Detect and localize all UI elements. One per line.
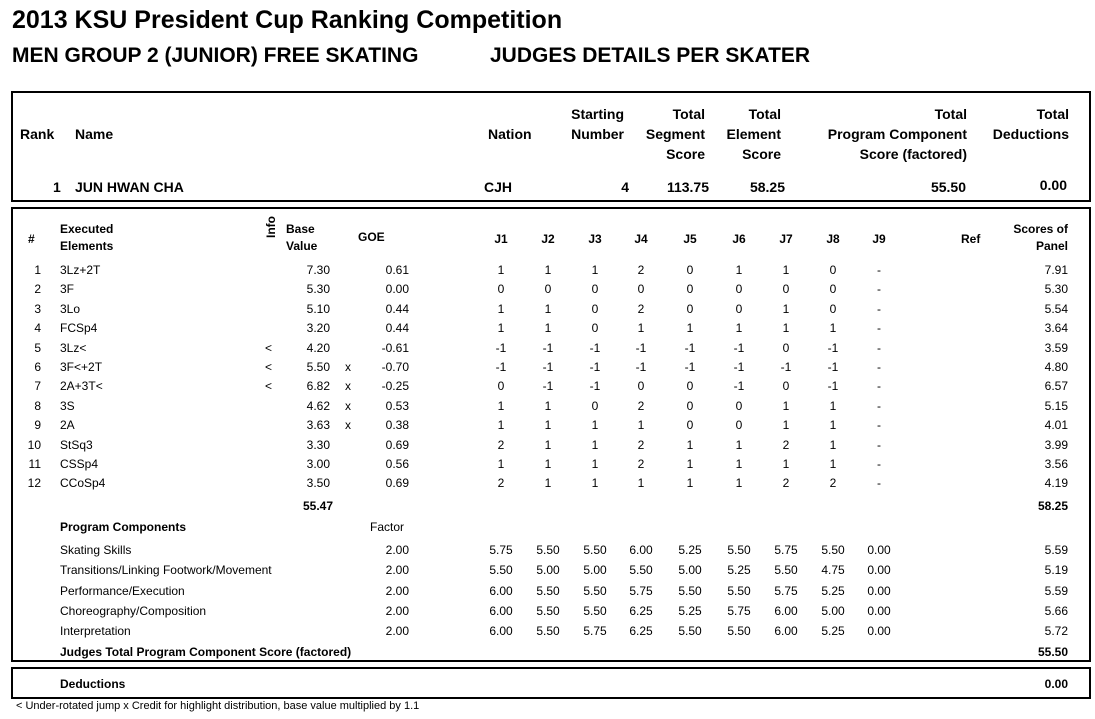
judge-component-score: 5.00 bbox=[678, 563, 702, 578]
component-name: Performance/Execution bbox=[60, 583, 185, 598]
judge-score: 2 bbox=[637, 263, 645, 277]
judge-score: 1 bbox=[497, 263, 505, 277]
judge-score: 1 bbox=[544, 321, 552, 336]
starting-number-header: Starting Number bbox=[571, 106, 624, 142]
component-row bbox=[13, 563, 1089, 579]
judge-score: - bbox=[877, 340, 881, 355]
judge-component-score: 5.50 bbox=[727, 583, 751, 598]
element-row bbox=[13, 321, 1089, 337]
judge-component-score: 0.00 bbox=[867, 603, 891, 618]
judge-score: 1 bbox=[735, 437, 743, 452]
element-panel-score: 4.80 bbox=[1044, 360, 1068, 374]
judge-score: - bbox=[877, 321, 881, 336]
element-number: 2 bbox=[34, 282, 41, 297]
judge-component-score: 5.75 bbox=[583, 624, 607, 639]
element-panel-score: 5.30 bbox=[1044, 282, 1068, 297]
judge-component-score: 0.00 bbox=[867, 543, 891, 557]
judge-component-score: 6.00 bbox=[774, 603, 798, 618]
element-panel-score: 4.01 bbox=[1044, 418, 1068, 433]
judge-header: J4 bbox=[634, 232, 648, 246]
element-row bbox=[13, 476, 1089, 492]
judge-score: 1 bbox=[829, 398, 837, 413]
judge-score: 2 bbox=[637, 301, 645, 316]
judge-component-score: 5.50 bbox=[583, 543, 607, 557]
judge-score: 1 bbox=[686, 457, 694, 471]
judge-score: 0 bbox=[829, 301, 837, 316]
panel-score-header: Scores of Panel bbox=[1013, 222, 1068, 253]
component-panel-score: 5.19 bbox=[1044, 563, 1068, 578]
judge-component-score: 0.00 bbox=[867, 624, 891, 639]
judge-score: 0 bbox=[686, 263, 694, 277]
element-panel-score: 3.56 bbox=[1044, 457, 1068, 471]
element-name: 3F<+2T bbox=[60, 360, 103, 374]
judge-score: -1 bbox=[684, 340, 696, 355]
judge-component-score: 5.50 bbox=[536, 543, 560, 557]
judge-score: - bbox=[877, 398, 881, 413]
element-bonus-flag: x bbox=[345, 418, 351, 433]
judge-score: 0 bbox=[591, 321, 599, 336]
executed-elements-header: Executed Elements bbox=[60, 222, 114, 253]
page-title: 2013 KSU President Cup Ranking Competition bbox=[12, 6, 563, 34]
judge-score: 1 bbox=[782, 263, 790, 277]
judge-score: 0 bbox=[637, 282, 645, 297]
element-row bbox=[13, 282, 1089, 298]
judge-score: 2 bbox=[637, 437, 645, 452]
judge-score: 1 bbox=[497, 457, 505, 471]
element-goe: 0.56 bbox=[385, 457, 409, 471]
element-number: 4 bbox=[34, 321, 41, 336]
judge-score: 1 bbox=[497, 398, 505, 413]
element-goe: 0.69 bbox=[385, 437, 409, 452]
element-goe: -0.70 bbox=[381, 360, 409, 374]
element-row bbox=[13, 360, 1089, 376]
judge-score: 0 bbox=[686, 379, 694, 394]
skater-pcs: 55.50 bbox=[930, 179, 966, 195]
skater-summary-box bbox=[11, 91, 1091, 202]
element-number: 9 bbox=[34, 418, 41, 433]
judge-score: 1 bbox=[686, 476, 694, 491]
judge-component-score: 5.25 bbox=[821, 624, 845, 639]
element-name: CSSp4 bbox=[60, 457, 99, 471]
judge-score: -1 bbox=[542, 360, 554, 374]
judge-score: 0 bbox=[637, 379, 645, 394]
judge-score: 0 bbox=[829, 263, 837, 277]
judge-score: 0 bbox=[591, 398, 599, 413]
judge-score: 1 bbox=[637, 418, 645, 433]
judge-component-score: 5.75 bbox=[774, 543, 798, 557]
judge-score: - bbox=[877, 418, 881, 433]
judge-component-score: 5.25 bbox=[727, 563, 751, 578]
component-panel-score: 5.66 bbox=[1044, 603, 1068, 618]
element-row bbox=[13, 457, 1089, 473]
judge-score: 2 bbox=[829, 476, 837, 491]
element-row bbox=[13, 302, 1089, 318]
element-base-value: 3.50 bbox=[306, 476, 330, 491]
component-factor: 2.00 bbox=[385, 563, 409, 578]
goe-header: GOE bbox=[358, 230, 385, 244]
element-number: 6 bbox=[34, 360, 41, 374]
judge-component-score: 5.50 bbox=[489, 563, 513, 578]
component-panel-score: 5.59 bbox=[1044, 543, 1068, 557]
pcs-header: Total Program Component Score (factored) bbox=[827, 106, 967, 162]
judge-score: 1 bbox=[735, 321, 743, 336]
deductions-label: Deductions bbox=[60, 677, 126, 691]
judge-score: 1 bbox=[591, 263, 599, 277]
judge-score: -1 bbox=[589, 379, 601, 394]
judge-score: -1 bbox=[733, 379, 745, 394]
judge-score: 1 bbox=[544, 437, 552, 452]
judge-component-score: 5.50 bbox=[678, 624, 702, 639]
judge-score: 2 bbox=[782, 476, 790, 491]
element-name: 3Lz< bbox=[60, 340, 87, 355]
judge-score: -1 bbox=[733, 360, 745, 374]
component-name: Transitions/Linking Footwork/Movement bbox=[60, 563, 272, 578]
skater-deductions: 0.00 bbox=[1039, 177, 1067, 193]
judge-component-score: 5.25 bbox=[678, 603, 702, 618]
total-elements-panel: 58.25 bbox=[1037, 499, 1068, 513]
judge-score: 0 bbox=[497, 282, 505, 297]
judge-header: J3 bbox=[588, 232, 602, 246]
judge-score: -1 bbox=[684, 360, 696, 374]
judge-component-score: 4.75 bbox=[821, 563, 845, 578]
event-subtitle: MEN GROUP 2 (JUNIOR) FREE SKATING bbox=[12, 44, 419, 67]
judge-score: -1 bbox=[827, 360, 839, 374]
judge-score: 1 bbox=[782, 457, 790, 471]
judge-header: J9 bbox=[872, 232, 886, 246]
element-goe: 0.38 bbox=[385, 418, 409, 433]
element-number: 7 bbox=[34, 379, 41, 394]
element-panel-score: 5.54 bbox=[1044, 301, 1068, 316]
judge-score: -1 bbox=[827, 379, 839, 394]
skater-tes: 58.25 bbox=[749, 179, 785, 195]
judge-score: -1 bbox=[733, 340, 745, 355]
judge-score: 0 bbox=[686, 301, 694, 316]
judge-score: -1 bbox=[495, 360, 507, 374]
judge-score: 1 bbox=[686, 321, 694, 336]
component-panel-score: 5.59 bbox=[1044, 583, 1068, 598]
judge-component-score: 5.50 bbox=[678, 583, 702, 598]
element-num-header: # bbox=[28, 232, 35, 246]
element-name: 3S bbox=[60, 398, 75, 413]
pcs-total-label: Judges Total Program Component Score (factored) bbox=[60, 645, 352, 659]
component-factor: 2.00 bbox=[385, 624, 409, 639]
skater-rank: 1 bbox=[53, 179, 61, 195]
deductions-header: Total Deductions bbox=[992, 106, 1069, 142]
judge-score: 1 bbox=[544, 457, 552, 471]
element-name: 3Lo bbox=[60, 301, 81, 316]
judge-score: 1 bbox=[544, 263, 552, 277]
judge-component-score: 5.75 bbox=[629, 583, 653, 598]
element-name: 2A bbox=[60, 418, 75, 433]
judge-component-score: 5.50 bbox=[727, 624, 751, 639]
judge-score: 2 bbox=[782, 437, 790, 452]
judge-component-score: 5.00 bbox=[536, 563, 560, 578]
judge-component-score: 5.25 bbox=[821, 583, 845, 598]
report-subtitle: JUDGES DETAILS PER SKATER bbox=[490, 44, 811, 67]
judge-score: 0 bbox=[591, 301, 599, 316]
element-bonus-flag: x bbox=[345, 360, 351, 374]
judge-score: 0 bbox=[782, 340, 790, 355]
ref-header: Ref bbox=[961, 232, 981, 246]
judge-component-score: 6.00 bbox=[774, 624, 798, 639]
judge-component-score: 5.50 bbox=[583, 583, 607, 598]
judge-header: J1 bbox=[494, 232, 508, 246]
judge-component-score: 5.50 bbox=[536, 583, 560, 598]
skater-nation: CJH bbox=[484, 179, 513, 195]
judge-component-score: 6.00 bbox=[489, 603, 513, 618]
element-base-value: 5.10 bbox=[306, 301, 330, 316]
element-name: 3Lz+2T bbox=[60, 263, 101, 277]
factor-header: Factor bbox=[370, 520, 405, 534]
component-row bbox=[13, 624, 1089, 640]
element-goe: 0.00 bbox=[385, 282, 409, 297]
judge-score: 1 bbox=[735, 476, 743, 491]
judge-score: 0 bbox=[782, 282, 790, 297]
judge-component-score: 5.50 bbox=[774, 563, 798, 578]
element-name: CCoSp4 bbox=[60, 476, 106, 491]
judge-score: 1 bbox=[591, 457, 599, 471]
element-row bbox=[13, 399, 1089, 415]
element-panel-score: 5.15 bbox=[1044, 398, 1068, 413]
element-panel-score: 6.57 bbox=[1044, 379, 1068, 394]
tss-header: Total Segment Score bbox=[645, 106, 705, 162]
component-name: Skating Skills bbox=[60, 543, 132, 557]
judge-score: 1 bbox=[637, 476, 645, 491]
judge-header: J5 bbox=[683, 232, 697, 246]
judge-score: 1 bbox=[829, 321, 837, 336]
element-panel-score: 7.91 bbox=[1044, 263, 1068, 277]
nation-header: Nation bbox=[488, 126, 532, 142]
judge-component-score: 6.25 bbox=[629, 624, 653, 639]
element-panel-score: 3.64 bbox=[1044, 321, 1068, 336]
judge-score: 1 bbox=[829, 418, 837, 433]
judge-score: 1 bbox=[497, 418, 505, 433]
program-components-header: Program Components bbox=[60, 520, 187, 534]
judge-score: 1 bbox=[591, 437, 599, 452]
element-goe: 0.53 bbox=[385, 398, 409, 413]
judge-score: -1 bbox=[635, 360, 647, 374]
judge-component-score: 6.00 bbox=[489, 624, 513, 639]
element-number: 5 bbox=[34, 340, 41, 355]
judge-score: 0 bbox=[544, 282, 552, 297]
judge-score: - bbox=[877, 379, 881, 394]
info-header: Info bbox=[264, 216, 278, 238]
judge-score: 1 bbox=[544, 301, 552, 316]
skater-tss: 113.75 bbox=[666, 179, 709, 195]
judge-score: - bbox=[877, 360, 881, 374]
judge-score: -1 bbox=[827, 340, 839, 355]
element-goe: -0.25 bbox=[381, 379, 409, 394]
component-row bbox=[13, 584, 1089, 600]
element-number: 10 bbox=[27, 437, 41, 452]
component-factor: 2.00 bbox=[385, 543, 409, 557]
element-goe: 0.69 bbox=[385, 476, 409, 491]
element-base-value: 5.30 bbox=[306, 282, 330, 297]
footnote: < Under-rotated jump x Credit for highlight distribution, base value multiplied by 1.1 bbox=[16, 700, 420, 712]
judge-component-score: 5.75 bbox=[727, 603, 751, 618]
judge-component-score: 5.50 bbox=[629, 563, 653, 578]
element-number: 3 bbox=[34, 301, 41, 316]
judge-component-score: 5.50 bbox=[821, 543, 845, 557]
judge-component-score: 5.25 bbox=[678, 543, 702, 557]
element-panel-score: 4.19 bbox=[1044, 476, 1068, 491]
element-info: < bbox=[265, 360, 273, 374]
judge-header: J6 bbox=[732, 232, 746, 246]
element-number: 1 bbox=[34, 263, 41, 277]
base-value-header: Base Value bbox=[286, 222, 318, 253]
judge-component-score: 6.25 bbox=[629, 603, 653, 618]
judge-score: - bbox=[877, 476, 881, 491]
judge-score: 0 bbox=[829, 282, 837, 297]
name-header: Name bbox=[75, 126, 114, 142]
element-base-value: 3.63 bbox=[306, 418, 330, 433]
judge-score: 1 bbox=[829, 457, 837, 471]
element-row bbox=[13, 418, 1089, 434]
judge-component-score: 6.00 bbox=[629, 543, 653, 557]
judge-header: J2 bbox=[541, 232, 555, 246]
element-base-value: 4.20 bbox=[306, 340, 330, 355]
deductions-value: 0.00 bbox=[1044, 677, 1068, 691]
judge-score: 1 bbox=[782, 418, 790, 433]
component-panel-score: 5.72 bbox=[1044, 624, 1068, 639]
judge-score: - bbox=[877, 263, 881, 277]
judge-score: -1 bbox=[542, 340, 554, 355]
tes-header: Total Element Score bbox=[726, 106, 781, 162]
judge-score: 0 bbox=[686, 418, 694, 433]
element-name: 3F bbox=[60, 282, 75, 297]
judge-score: 0 bbox=[686, 398, 694, 413]
component-factor: 2.00 bbox=[385, 583, 409, 598]
judge-score: - bbox=[877, 282, 881, 297]
element-number: 11 bbox=[28, 457, 41, 471]
element-panel-score: 3.59 bbox=[1044, 340, 1068, 355]
element-goe: 0.61 bbox=[385, 263, 409, 277]
judge-score: 0 bbox=[735, 398, 743, 413]
judge-score: -1 bbox=[589, 340, 601, 355]
judge-score: 1 bbox=[544, 418, 552, 433]
element-number: 8 bbox=[34, 398, 41, 413]
element-panel-score: 3.99 bbox=[1044, 437, 1068, 452]
judge-score: 1 bbox=[544, 476, 552, 491]
judge-score: 0 bbox=[782, 379, 790, 394]
element-base-value: 3.20 bbox=[306, 321, 330, 336]
judge-score: 0 bbox=[735, 418, 743, 433]
judge-component-score: 5.50 bbox=[583, 603, 607, 618]
element-bonus-flag: x bbox=[345, 398, 351, 413]
element-base-value: 4.62 bbox=[306, 398, 330, 413]
element-goe: -0.61 bbox=[381, 340, 409, 355]
judge-score: - bbox=[877, 437, 881, 452]
judge-score: 1 bbox=[782, 301, 790, 316]
element-name: FCSp4 bbox=[60, 321, 98, 336]
deductions-box bbox=[11, 667, 1091, 699]
judge-component-score: 5.00 bbox=[583, 563, 607, 578]
judge-score: 0 bbox=[591, 282, 599, 297]
total-base-value: 55.47 bbox=[302, 499, 333, 513]
rank-header: Rank bbox=[20, 126, 55, 142]
element-info: < bbox=[265, 379, 273, 394]
judge-score: 0 bbox=[497, 379, 505, 394]
judge-score: 1 bbox=[782, 321, 790, 336]
judge-score: 1 bbox=[735, 263, 743, 277]
element-base-value: 3.30 bbox=[306, 437, 330, 452]
judge-score: 1 bbox=[497, 321, 505, 336]
judge-component-score: 0.00 bbox=[867, 583, 891, 598]
judge-score: 1 bbox=[829, 437, 837, 452]
judge-component-score: 6.00 bbox=[489, 583, 513, 598]
element-name: 2A+3T< bbox=[60, 379, 103, 394]
element-info: < bbox=[265, 340, 273, 355]
skater-name: JUN HWAN CHA bbox=[75, 179, 184, 195]
component-name: Interpretation bbox=[60, 624, 131, 639]
component-name: Choreography/Composition bbox=[60, 603, 207, 618]
judge-component-score: 5.50 bbox=[727, 543, 751, 557]
component-row bbox=[13, 543, 1089, 559]
element-number: 12 bbox=[27, 476, 41, 491]
judge-score: 1 bbox=[591, 476, 599, 491]
judge-score: 2 bbox=[497, 437, 505, 452]
element-base-value: 7.30 bbox=[306, 263, 330, 277]
judge-score: - bbox=[877, 301, 881, 316]
element-row bbox=[13, 438, 1089, 454]
skater-starting-number: 4 bbox=[621, 179, 629, 195]
pcs-total-value: 55.50 bbox=[1037, 645, 1068, 659]
judge-score: 0 bbox=[686, 282, 694, 297]
judge-component-score: 5.75 bbox=[489, 543, 513, 557]
judge-score: 1 bbox=[782, 398, 790, 413]
element-row bbox=[13, 263, 1089, 279]
judge-component-score: 5.00 bbox=[821, 603, 845, 618]
judge-component-score: 5.50 bbox=[536, 603, 560, 618]
judge-score: 2 bbox=[637, 398, 645, 413]
element-base-value: 5.50 bbox=[306, 360, 330, 374]
judge-score: 2 bbox=[637, 457, 645, 471]
element-goe: 0.44 bbox=[385, 321, 409, 336]
judge-score: - bbox=[877, 457, 881, 471]
judge-component-score: 5.75 bbox=[774, 583, 798, 598]
element-bonus-flag: x bbox=[345, 379, 351, 394]
element-name: StSq3 bbox=[60, 437, 93, 452]
judge-header: J7 bbox=[779, 232, 793, 246]
judge-score: -1 bbox=[780, 360, 792, 374]
judge-score: -1 bbox=[495, 340, 507, 355]
judge-score: 1 bbox=[497, 301, 505, 316]
component-row bbox=[13, 604, 1089, 620]
judge-score: 0 bbox=[735, 282, 743, 297]
judge-component-score: 5.50 bbox=[536, 624, 560, 639]
judge-score: 1 bbox=[544, 398, 552, 413]
judge-component-score: 0.00 bbox=[867, 563, 891, 578]
judge-score: -1 bbox=[542, 379, 554, 394]
judge-header: J8 bbox=[826, 232, 840, 246]
judge-score: -1 bbox=[589, 360, 601, 374]
judge-score: 2 bbox=[497, 476, 505, 491]
element-goe: 0.44 bbox=[385, 301, 409, 316]
judge-score: 1 bbox=[637, 321, 645, 336]
judge-score: -1 bbox=[635, 340, 647, 355]
element-base-value: 6.82 bbox=[306, 379, 330, 394]
judge-score: 0 bbox=[735, 301, 743, 316]
judge-score: 1 bbox=[735, 457, 743, 471]
judge-score: 1 bbox=[591, 418, 599, 433]
judges-details-box bbox=[11, 207, 1091, 662]
element-base-value: 3.00 bbox=[306, 457, 330, 471]
component-factor: 2.00 bbox=[385, 603, 409, 618]
element-row bbox=[13, 379, 1089, 395]
element-row bbox=[13, 341, 1089, 357]
judge-score: 1 bbox=[686, 437, 694, 452]
